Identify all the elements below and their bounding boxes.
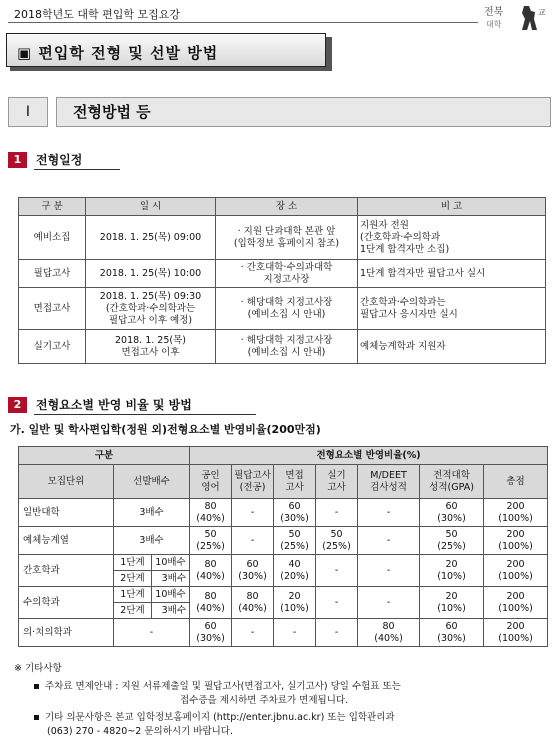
ratio-value-cell: 60 (30%) — [420, 499, 484, 527]
ratio-value-cell: 80 (40%) — [190, 555, 232, 587]
column-header: 비 고 — [358, 198, 546, 216]
multiplier-cell: - — [114, 619, 190, 647]
multiplier-cell: 10배수 — [152, 587, 190, 603]
ratio-value-cell: 80 (40%) — [358, 619, 420, 647]
unit-cell: 수의학과 — [19, 587, 114, 619]
subsection-number: 1 — [8, 152, 27, 168]
multiplier-cell: 3배수 — [152, 571, 190, 587]
ratio-value-cell: - — [316, 499, 358, 527]
schedule-datetime-cell: 2018. 1. 25(목) 면접고사 이후 — [86, 330, 216, 364]
column-header: M/DEET 검사성적 — [358, 465, 420, 499]
table-row — [19, 527, 548, 555]
column-header: 모집단위 — [19, 465, 114, 499]
ratio-value-cell: - — [274, 619, 316, 647]
table-row — [19, 499, 548, 527]
svg-text:교: 교 — [538, 8, 546, 17]
university-logo-icon — [482, 2, 554, 32]
schedule-table — [18, 197, 546, 364]
note-text: 주차료 면제안내 : 지원 서류제출일 및 필답고사(면접고사, 실기고사) 당일 수험표 또는 — [45, 681, 401, 692]
ratio-value-cell: 20 (10%) — [274, 587, 316, 619]
ratio-value-cell: 50 (25%) — [190, 527, 232, 555]
subtitle: 가. 일반 및 학사편입학(정원 외)전형요소별 반영비율(200만점) — [10, 423, 321, 436]
column-header: 필답고사 (전공) — [232, 465, 274, 499]
table-row — [19, 216, 546, 260]
schedule-type-cell: 면접고사 — [19, 288, 86, 330]
ratio-value-cell: 80 (40%) — [190, 499, 232, 527]
schedule-datetime-cell: 2018. 1. 25(목) 10:00 — [86, 260, 216, 288]
ratio-value-cell: 200 (100%) — [484, 555, 548, 587]
ratio-value-cell: 200 (100%) — [484, 499, 548, 527]
table-row — [19, 330, 546, 364]
unit-cell: 예체능계열 — [19, 527, 114, 555]
ratio-value-cell: 200 (100%) — [484, 587, 548, 619]
column-header: 총점 — [484, 465, 548, 499]
note-text: (063) 270 - 4820~2 문의하시기 바랍니다. — [47, 726, 233, 737]
multiplier-cell: 10배수 — [152, 555, 190, 571]
subsection-number: 2 — [8, 397, 27, 413]
column-header: 일 시 — [86, 198, 216, 216]
ratio-value-cell: - — [316, 619, 358, 647]
column-header: 구 분 — [19, 198, 86, 216]
ratio-table — [18, 446, 548, 647]
notes-heading: ※ 기타사항 — [14, 663, 62, 674]
note-item — [34, 711, 395, 724]
column-header: 선발배수 — [114, 465, 190, 499]
table-row — [19, 619, 548, 647]
subsection-heading — [8, 397, 328, 413]
ratio-value-cell: 20 (10%) — [420, 555, 484, 587]
schedule-note-cell: 1단계 합격자만 필답고사 실시 — [358, 260, 546, 288]
schedule-place-cell: · 해당대학 지정고사장 (예비소집 시 안내) — [216, 288, 358, 330]
unit-cell: 간호학과 — [19, 555, 114, 587]
stage-cell: 2단계 — [114, 603, 152, 619]
table-header-row — [19, 447, 548, 465]
bullet-icon — [34, 684, 39, 689]
title-shadow — [326, 37, 332, 71]
schedule-type-cell: 필답고사 — [19, 260, 86, 288]
ratio-value-cell: 50 (25%) — [420, 527, 484, 555]
column-header: 실기 고사 — [316, 465, 358, 499]
ratio-value-cell: 200 (100%) — [484, 527, 548, 555]
ratio-value-cell: - — [316, 587, 358, 619]
section-number: Ⅰ — [8, 97, 48, 127]
note-text: 접수증을 제시하면 주차료가 면제됩니다. — [180, 695, 349, 706]
subsection-heading — [8, 152, 208, 168]
schedule-note-cell: 지원자 전원 (간호학과·수의학과 1단계 합격자만 소집) — [358, 216, 546, 260]
unit-cell: 의·치의학과 — [19, 619, 114, 647]
schedule-note-cell: 예체능계학과 지원자 — [358, 330, 546, 364]
schedule-place-cell: · 간호대학·수의과대학 지정고사장 — [216, 260, 358, 288]
header-rule — [8, 22, 478, 23]
ratio-value-cell: - — [232, 527, 274, 555]
schedule-datetime-cell: 2018. 1. 25(목) 09:00 — [86, 216, 216, 260]
column-header: 전형요소별 반영비율(%) — [190, 447, 548, 465]
table-row — [19, 555, 548, 571]
main-title-box — [6, 33, 326, 67]
section-heading — [8, 97, 551, 127]
subsection-underline — [34, 414, 256, 415]
ratio-value-cell: 80 (40%) — [190, 587, 232, 619]
schedule-place-cell: · 해당대학 지정고사장 (예비소집 시 안내) — [216, 330, 358, 364]
ratio-value-cell: - — [358, 527, 420, 555]
stage-cell: 1단계 — [114, 555, 152, 571]
subsection-underline — [34, 169, 120, 170]
table-header-row — [19, 198, 546, 216]
document-header-title: 2018학년도 대학 편입학 모집요강 — [14, 8, 180, 21]
ratio-value-cell: 60 (30%) — [420, 619, 484, 647]
ratio-value-cell: - — [232, 619, 274, 647]
multiplier-cell: 3배수 — [114, 499, 190, 527]
table-row — [19, 260, 546, 288]
table-header-row — [19, 465, 548, 499]
bullet-icon — [34, 715, 39, 720]
ratio-value-cell: 60 (30%) — [274, 499, 316, 527]
multiplier-cell: 3배수 — [152, 603, 190, 619]
ratio-value-cell: 60 (30%) — [190, 619, 232, 647]
stage-cell: 1단계 — [114, 587, 152, 603]
ratio-value-cell: - — [316, 555, 358, 587]
table-row — [19, 587, 548, 603]
ratio-value-cell: 40 (20%) — [274, 555, 316, 587]
note-text: 기타 의문사항은 본교 입학정보홈페이지 (http://enter.jbnu.ac.kr) 또는 입학관리과 — [45, 712, 395, 723]
stage-cell: 2단계 — [114, 571, 152, 587]
title-shadow — [10, 67, 332, 71]
schedule-place-cell: · 지원 단과대학 본관 앞 (입학정보 홈페이지 참조) — [216, 216, 358, 260]
ratio-value-cell: 200 (100%) — [484, 619, 548, 647]
subsection-label: 전형일정 — [36, 153, 83, 167]
ratio-value-cell: - — [232, 499, 274, 527]
ratio-value-cell: - — [358, 587, 420, 619]
column-header: 전적대학 성적(GPA) — [420, 465, 484, 499]
schedule-type-cell: 예비소집 — [19, 216, 86, 260]
schedule-note-cell: 간호학과·수의학과는 필답고사 응시자만 실시 — [358, 288, 546, 330]
ratio-value-cell: 50 (25%) — [274, 527, 316, 555]
ratio-value-cell: 80 (40%) — [232, 587, 274, 619]
column-header: 구분 — [19, 447, 190, 465]
ratio-value-cell: 60 (30%) — [232, 555, 274, 587]
section-label: 전형방법 등 — [56, 97, 551, 127]
main-title: ▣ 편입학 전형 및 선발 방법 — [17, 44, 219, 62]
svg-text:전북: 전북 — [484, 7, 504, 18]
ratio-value-cell: 20 (10%) — [420, 587, 484, 619]
ratio-value-cell: - — [358, 499, 420, 527]
svg-text:대학: 대학 — [486, 20, 502, 29]
schedule-type-cell: 실기고사 — [19, 330, 86, 364]
multiplier-cell: 3배수 — [114, 527, 190, 555]
column-header: 면접 고사 — [274, 465, 316, 499]
column-header: 공인 영어 — [190, 465, 232, 499]
note-item — [34, 680, 401, 693]
unit-cell: 일반대학 — [19, 499, 114, 527]
ratio-value-cell: - — [358, 555, 420, 587]
subsection-label: 전형요소별 반영 비율 및 방법 — [36, 398, 192, 412]
table-row — [19, 288, 546, 330]
ratio-value-cell: 50 (25%) — [316, 527, 358, 555]
schedule-datetime-cell: 2018. 1. 25(목) 09:30 (간호학과·수의학과는 필답고사 이후 예정) — [86, 288, 216, 330]
column-header: 장 소 — [216, 198, 358, 216]
